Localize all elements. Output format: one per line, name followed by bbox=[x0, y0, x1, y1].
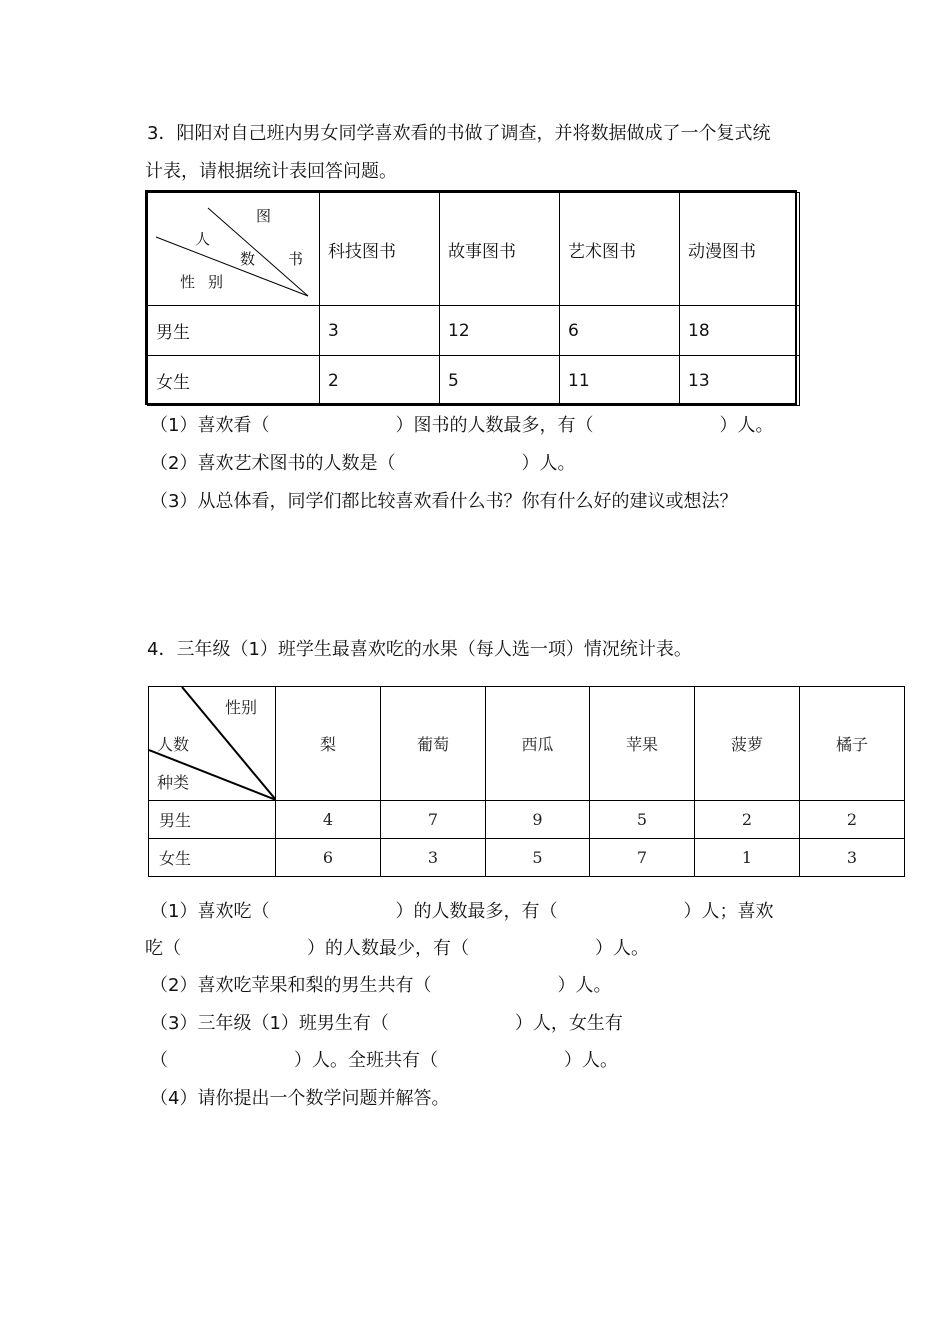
q4-sub3-line2: （ ）人。全班共有（ ）人。 bbox=[150, 1050, 618, 1071]
q4-cell: 9 bbox=[486, 801, 590, 839]
q3-row-label: 男生 bbox=[148, 306, 320, 356]
q4-sub1-line2: 吃（ ）的人数最少，有（ ）人。 bbox=[145, 938, 649, 959]
q3-header-cell: 艺术图书 bbox=[560, 193, 680, 306]
q4-header-cell: 葡萄 bbox=[381, 687, 486, 801]
q4-row-label: 男生 bbox=[149, 801, 276, 839]
q4-fruit-table bbox=[148, 686, 904, 876]
q4-corner-count: 人数 bbox=[157, 735, 190, 754]
q3-corner-ren: 人 bbox=[195, 230, 211, 248]
q3-cell: 11 bbox=[560, 356, 680, 406]
q3-cell: 3 bbox=[320, 306, 440, 356]
q3-sub3: （3）从总体看，同学们都比较喜欢看什么书？你有什么好的建议或想法？ bbox=[150, 491, 738, 512]
q4-cell: 7 bbox=[381, 801, 486, 839]
q4-header-cell: 西瓜 bbox=[486, 687, 590, 801]
q3-cell: 13 bbox=[680, 356, 800, 406]
q4-corner-kind: 种类 bbox=[157, 773, 190, 792]
q3-cell: 6 bbox=[560, 306, 680, 356]
q4-sub4: （4）请你提出一个数学问题并解答。 bbox=[150, 1088, 450, 1109]
q4-cell: 4 bbox=[276, 801, 381, 839]
q4-cell: 7 bbox=[590, 839, 695, 877]
q3-corner-xing: 性 bbox=[180, 273, 196, 291]
q3-sub2: （2）喜欢艺术图书的人数是（ ）人。 bbox=[150, 453, 576, 474]
q3-corner-bie: 别 bbox=[208, 273, 224, 291]
q3-corner-header bbox=[148, 193, 320, 306]
q4-header-cell: 菠萝 bbox=[695, 687, 800, 801]
q3-corner-tu: 图 bbox=[256, 207, 272, 225]
q3-header-cell: 故事图书 bbox=[440, 193, 560, 306]
q4-cell: 1 bbox=[695, 839, 800, 877]
q4-row-girls bbox=[149, 839, 905, 877]
q3-intro-line2: 计表，请根据统计表回答问题。 bbox=[145, 161, 397, 182]
q3-sub1: （1）喜欢看（ ）图书的人数最多，有（ ）人。 bbox=[150, 415, 774, 436]
q3-cell: 12 bbox=[440, 306, 560, 356]
q4-corner-gender: 性别 bbox=[225, 698, 258, 717]
q4-cell: 5 bbox=[590, 801, 695, 839]
q3-corner-shu-book: 书 bbox=[288, 250, 304, 268]
q3-corner-shu-count: 数 bbox=[240, 250, 256, 268]
q3-row-boys bbox=[148, 306, 800, 356]
q4-cell: 2 bbox=[800, 801, 905, 839]
q3-cell: 18 bbox=[680, 306, 800, 356]
q4-corner-header bbox=[149, 687, 276, 801]
q4-cell: 6 bbox=[276, 839, 381, 877]
q4-header-cell: 梨 bbox=[276, 687, 381, 801]
q3-intro-line1: 3．阳阳对自己班内男女同学喜欢看的书做了调查，并将数据做成了一个复式统 bbox=[147, 123, 771, 144]
q4-row-label: 女生 bbox=[149, 839, 276, 877]
q4-intro: 4．三年级（1）班学生最喜欢吃的水果（每人选一项）情况统计表。 bbox=[147, 639, 692, 660]
q4-cell: 5 bbox=[486, 839, 590, 877]
q4-cell: 3 bbox=[800, 839, 905, 877]
q3-cell: 2 bbox=[320, 356, 440, 406]
q4-sub3-line1: （3）三年级（1）班男生有（ ）人，女生有 bbox=[150, 1013, 623, 1034]
q4-sub1-line1: （1）喜欢吃（ ）的人数最多，有（ ）人；喜欢 bbox=[150, 901, 774, 922]
q4-cell: 2 bbox=[695, 801, 800, 839]
q4-cell: 3 bbox=[381, 839, 486, 877]
q3-row-girls bbox=[148, 356, 800, 406]
q3-row-label: 女生 bbox=[148, 356, 320, 406]
q3-book-table bbox=[145, 190, 797, 405]
q3-header-cell: 科技图书 bbox=[320, 193, 440, 306]
q3-header-cell: 动漫图书 bbox=[680, 193, 800, 306]
q4-header-cell: 橘子 bbox=[800, 687, 905, 801]
q4-header-cell: 苹果 bbox=[590, 687, 695, 801]
q4-row-boys bbox=[149, 801, 905, 839]
q4-sub2: （2）喜欢吃苹果和梨的男生共有（ ）人。 bbox=[150, 975, 612, 996]
q3-cell: 5 bbox=[440, 356, 560, 406]
